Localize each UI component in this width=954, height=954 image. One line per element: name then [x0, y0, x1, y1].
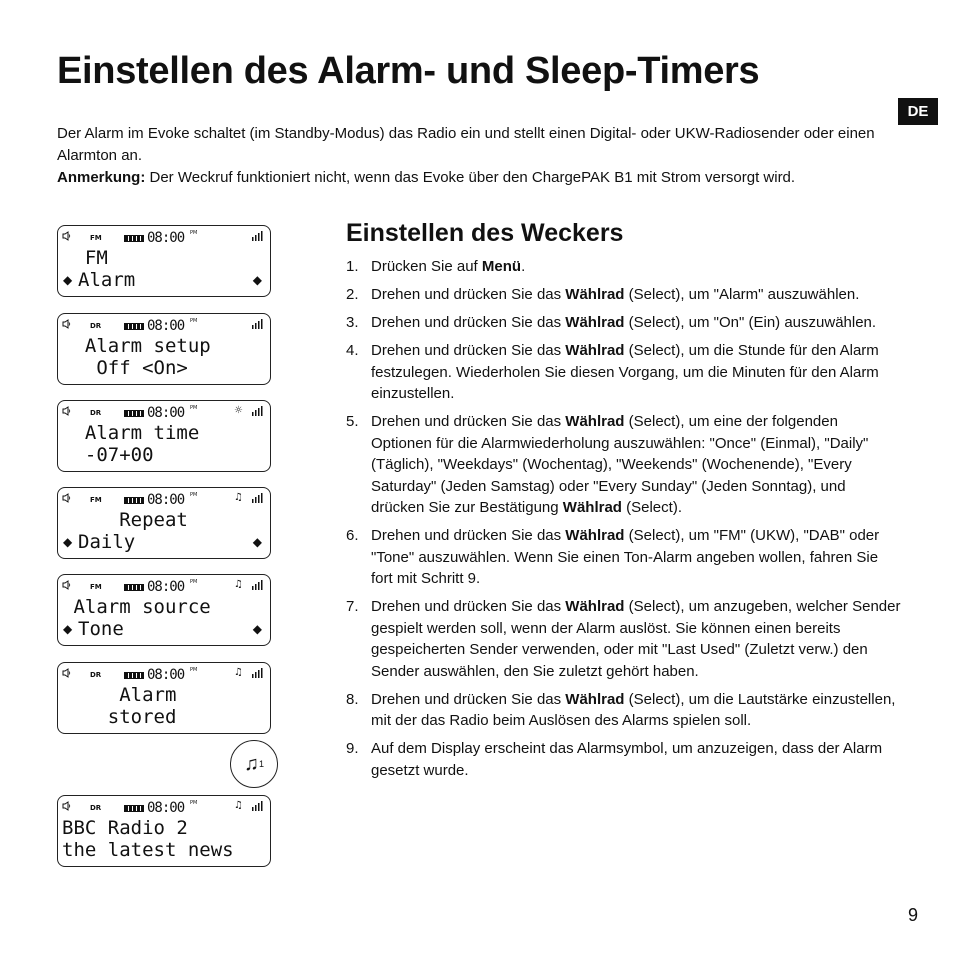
step-bold-term: Wählrad [565, 690, 625, 708]
note-label: Anmerkung: [57, 169, 146, 186]
lcd-line-1: BBC Radio 2 [62, 817, 188, 839]
step-text: Drehen und drücken Sie das [371, 690, 566, 708]
lcd-line-1: FM [62, 247, 108, 269]
lcd-display [57, 662, 271, 734]
band-indicator: FM [90, 234, 102, 242]
band-indicator: DR [90, 409, 102, 417]
note-paragraph [57, 167, 887, 189]
step-text: (Select), um die Lautstärke einzustellen, mit der das Radio beim Auslösen des Alarms spielen soll. [371, 690, 896, 729]
lcd-clock: 08:00 [147, 800, 185, 816]
pm-indicator: PM [190, 492, 198, 498]
intro-text [57, 123, 887, 189]
step-number: 6. [346, 527, 359, 544]
speaker-icon [62, 406, 72, 418]
battery-icon [124, 323, 144, 330]
alarm-indicator-icon: ♫ [234, 492, 243, 503]
band-indicator: FM [90, 496, 102, 504]
step-text: Drehen und drücken Sie das [371, 342, 566, 359]
lcd-status-bar [62, 667, 264, 683]
lcd-display [57, 795, 271, 867]
step-number: 4. [346, 342, 359, 359]
signal-strength-icon [252, 493, 264, 505]
lcd-line-2: Alarm [78, 269, 136, 291]
alarm-indicator-icon: ♫ [234, 800, 243, 811]
pm-indicator: PM [190, 800, 198, 806]
lcd-line-1: Alarm [62, 684, 177, 706]
step-text: (Select). [621, 499, 682, 516]
battery-icon [124, 410, 144, 417]
lcd-clock: 08:00 [147, 318, 185, 334]
lcd-line-1: Alarm time [62, 422, 200, 444]
battery-icon [124, 235, 144, 242]
signal-strength-icon [252, 668, 264, 680]
lcd-display [57, 487, 271, 559]
lcd-clock: 08:00 [147, 667, 185, 683]
lcd-status-bar [62, 405, 264, 421]
step-number: 8. [346, 690, 359, 708]
battery-icon [124, 805, 144, 812]
signal-strength-icon [252, 580, 264, 592]
step-item [346, 689, 902, 732]
band-indicator: DR [90, 804, 102, 812]
lcd-clock: 08:00 [147, 492, 185, 508]
scroll-right-icon: ◆ [252, 273, 262, 287]
lcd-status-bar [62, 800, 264, 816]
step-text: (Select), um "Alarm" auszuwählen. [624, 286, 860, 303]
step-bold-term: Wählrad [565, 413, 625, 430]
step-text: Drehen und drücken Sie das [371, 527, 566, 544]
lcd-line-2: the latest news [62, 839, 234, 861]
bell-number: 1 [258, 759, 264, 769]
lcd-status-bar [62, 492, 264, 508]
step-text: Drehen und drücken Sie das [371, 598, 566, 615]
lcd-display [57, 574, 271, 646]
lcd-status-bar [62, 230, 264, 246]
lcd-line-2: Tone [78, 618, 124, 640]
lcd-line-1: Repeat [62, 509, 188, 531]
step-text: Auf dem Display erscheint das Alarmsymbol, um anzuzeigen, dass der Alarm gesetzt wurde. [371, 740, 883, 779]
pm-indicator: PM [190, 667, 198, 673]
alarm-indicator-icon: ☼ [234, 405, 243, 416]
step-text: . [521, 258, 526, 275]
step-bold-term: Wählrad [565, 314, 625, 331]
band-indicator: DR [90, 671, 102, 679]
step-number: 2. [346, 286, 359, 303]
note-text: Der Weckruf funktioniert nicht, wenn das Evoke über den ChargePAK B1 mit Strom versorgt wird. [145, 169, 796, 186]
step-text: Drehen und drücken Sie das [371, 314, 566, 331]
step-number: 1. [346, 258, 359, 275]
band-indicator: FM [90, 583, 102, 591]
step-text: (Select), um die Stunde für den Alarm festzulegen. Wiederholen Sie diesen Vorgang, um die Minuten für den Alarm einzustellen. [371, 342, 879, 402]
lcd-display [57, 400, 271, 472]
lcd-line-2: Daily [78, 531, 136, 553]
lcd-display [57, 313, 271, 385]
step-item [346, 284, 902, 306]
step-bold-term: Menü [481, 258, 522, 275]
step-item [346, 312, 902, 334]
battery-icon [124, 497, 144, 504]
section-heading: Einstellen des Weckers [346, 219, 624, 247]
speaker-icon [62, 580, 72, 592]
step-number: 3. [346, 314, 359, 331]
step-item [346, 411, 902, 519]
signal-strength-icon [252, 801, 264, 813]
lcd-display [57, 225, 271, 297]
lcd-line-2: -07+00 [62, 444, 154, 466]
lcd-line-2: Off <On> [62, 357, 188, 379]
step-number: 9. [346, 740, 359, 757]
scroll-right-icon: ◆ [252, 535, 262, 549]
band-indicator: DR [90, 322, 102, 330]
step-text: (Select), um "On" (Ein) auszuwählen. [624, 314, 877, 331]
step-bold-term: Wählrad [565, 527, 625, 544]
bell-icon: ♫ [243, 752, 259, 775]
signal-strength-icon [252, 406, 264, 418]
alarm-indicator-icon: ♫ [234, 579, 243, 590]
battery-icon [124, 584, 144, 591]
language-badge: DE [898, 98, 938, 125]
alarm-indicator-icon: ♫ [234, 667, 243, 678]
speaker-icon [62, 668, 72, 680]
speaker-icon [62, 231, 72, 243]
signal-strength-icon [252, 231, 264, 243]
scroll-left-icon: ◆ [63, 535, 73, 549]
step-text: (Select), um anzugeben, welcher Sender gespielt werden soll, wenn der Alarm auslöst. Sie können einen bereits gespeicherten Sender verwenden, oder mit "Last Used" (Zuletzt verw.) den Sender auswählen, den Sie zuletzt gehört haben. [371, 598, 901, 680]
page-title: Einstellen des Alarm- und Sleep-Timers [57, 50, 760, 92]
step-item [346, 340, 902, 405]
battery-icon [124, 672, 144, 679]
lcd-clock: 08:00 [147, 579, 185, 595]
scroll-right-icon: ◆ [252, 622, 262, 636]
lcd-clock: 08:00 [147, 405, 185, 421]
intro-paragraph: Der Alarm im Evoke schaltet (im Standby-Modus) das Radio ein und stellt einen Digital- oder UKW-Radiosender oder einen Alarmton an. [57, 125, 875, 164]
speaker-icon [62, 319, 72, 331]
page-number: 9 [908, 905, 919, 925]
step-item [346, 256, 902, 278]
step-item [346, 525, 902, 590]
lcd-status-bar [62, 579, 264, 595]
pm-indicator: PM [190, 318, 198, 324]
step-text: Drehen und drücken Sie das [371, 413, 566, 430]
step-bold-term: Wählrad [565, 598, 625, 615]
step-number: 5. [346, 413, 359, 430]
step-bold-term: Wählrad [562, 499, 622, 516]
step-number: 7. [346, 598, 359, 615]
lcd-clock: 08:00 [147, 230, 185, 246]
pm-indicator: PM [190, 230, 198, 236]
step-text: (Select), um eine der folgenden Optionen für die Alarmwiederholung auszuwählen: "Once" (Einmal), "Daily" (Täglich), "Weekdays" (Wochentag), "Weekends" (Wochenende), "Every Saturday" (Jeden Samstag) oder "Every Sunday" (Jeden Sonntag), und drücken Sie zur Bestätigung [371, 413, 869, 516]
step-text: (Select), um "FM" (UKW), "DAB" oder "Tone" auszuwählen. Wenn Sie einen Ton-Alarm angeben wollen, fahren Sie fort mit Schritt 9. [371, 527, 880, 587]
pm-indicator: PM [190, 405, 198, 411]
lcd-status-bar [62, 318, 264, 334]
step-item [346, 596, 902, 682]
speaker-icon [62, 493, 72, 505]
lcd-line-1: Alarm setup [62, 335, 211, 357]
scroll-left-icon: ◆ [63, 622, 73, 636]
step-bold-term: Wählrad [565, 342, 625, 359]
step-item [346, 738, 902, 781]
speaker-icon [62, 801, 72, 813]
pm-indicator: PM [190, 579, 198, 585]
lcd-line-2: stored [62, 706, 177, 728]
lcd-line-1: Alarm source [62, 596, 211, 618]
alarm-bell-callout [230, 740, 278, 788]
step-bold-term: Wählrad [565, 286, 625, 303]
step-text: Drehen und drücken Sie das [371, 286, 566, 303]
steps-list [346, 256, 902, 788]
step-text: Drücken Sie auf [371, 258, 482, 275]
scroll-left-icon: ◆ [63, 273, 73, 287]
signal-strength-icon [252, 319, 264, 331]
